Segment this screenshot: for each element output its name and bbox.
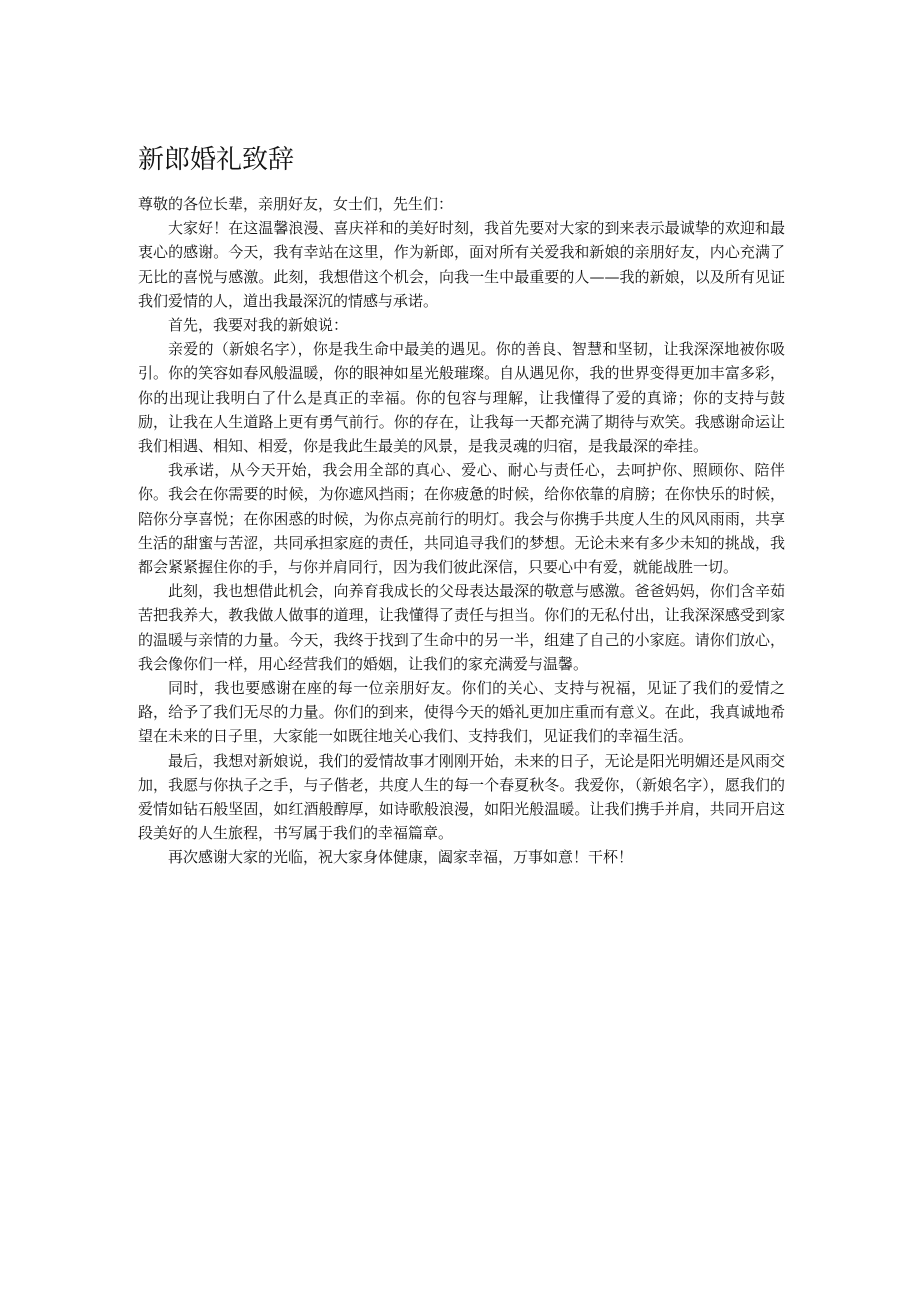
paragraph-promise: 我承诺，从今天开始，我会用全部的真心、爱心、耐心与责任心，去呵护你、照顾你、陪伴你。我会在你需要的时候，为你遮风挡雨；在你疲惫的时候，给你依靠的肩膀；在你快乐的时候，陪你分享喜悦；在你困惑的时候，为你点亮前行的明灯。我会与你携手共度人生的风风雨雨，共享生活的甜蜜与苦涩，共同承担家庭的责任，共同追寻我们的梦想。无论未来有多少未知的挑战，我都会紧紧握住你的手，与你并肩同行，因为我们彼此深信，只要心中有爱，就能战胜一切。 xyxy=(138,461,785,577)
paragraph-toast: 再次感谢大家的光临，祝大家身体健康，阖家幸福，万事如意！干杯！ xyxy=(168,848,634,867)
paragraph-guests: 同时，我也要感谢在座的每一位亲朋好友。你们的关心、支持与祝福，见证了我们的爱情之路，给予了我们无尽的力量。你们的到来，使得今天的婚礼更加庄重而有意义。在此，我真诚地希望在未来的日子里，大家能一如既往地关心我们、支持我们，见证我们的幸福生活。 xyxy=(138,679,785,746)
paragraph-welcome: 大家好！在这温馨浪漫、喜庆祥和的美好时刻，我首先要对大家的到来表示最诚挚的欢迎和最衷心的感谢。今天，我有幸站在这里，作为新郎，面对所有关爱我和新娘的亲朋好友，内心充满了无比的喜悦与感激。此刻，我想借这个机会，向我一生中最重要的人——我的新娘，以及所有见证我们爱情的人，道出我最深沉的情感与承诺。 xyxy=(138,219,785,310)
paragraph-to-bride: 亲爱的（新娘名字），你是我生命中最美的遇见。你的善良、智慧和坚韧，让我深深地被你吸引。你的笑容如春风般温暖，你的眼神如星光般璀璨。自从遇见你，我的世界变得更加丰富多彩，你的出现让我明白了什么是真正的幸福。你的包容与理解，让我懂得了爱的真谛；你的支持与鼓励，让我在人生道路上更有勇气前行。你的存在，让我每一天都充满了期待与欢笑。我感谢命运让我们相遇、相知、相爱，你是我此生最美的风景，是我灵魂的归宿，是我最深的牵挂。 xyxy=(138,340,785,456)
document-page xyxy=(138,140,785,870)
salutation: 尊敬的各位长辈，亲朋好友，女士们，先生们： xyxy=(138,195,454,213)
document-title: 新郎婚礼致辞 xyxy=(138,145,295,175)
paragraph-parents: 此刻，我也想借此机会，向养育我成长的父母表达最深的敬意与感激。爸爸妈妈，你们含辛茹苦把我养大，教我做人做事的道理，让我懂得了责任与担当。你们的无私付出，让我深深感受到家的温暖与亲情的力量。今天，我终于找到了生命中的另一半，组建了自己的小家庭。请你们放心，我会像你们一样，用心经营我们的婚姻，让我们的家充满爱与温馨。 xyxy=(138,582,785,673)
paragraph-final-words: 最后，我想对新娘说，我们的爱情故事才刚刚开始，未来的日子，无论是阳光明媚还是风雨交加，我愿与你执子之手，与子偕老，共度人生的每一个春夏秋冬。我爱你，（新娘名字），愿我们的爱情如钻石般坚固，如红酒般醇厚，如诗歌般浪漫，如阳光般温暖。让我们携手并肩，共同开启这段美好的人生旅程，书写属于我们的幸福篇章。 xyxy=(138,751,785,843)
paragraph-to-bride-intro: 首先，我要对我的新娘说： xyxy=(168,316,349,335)
